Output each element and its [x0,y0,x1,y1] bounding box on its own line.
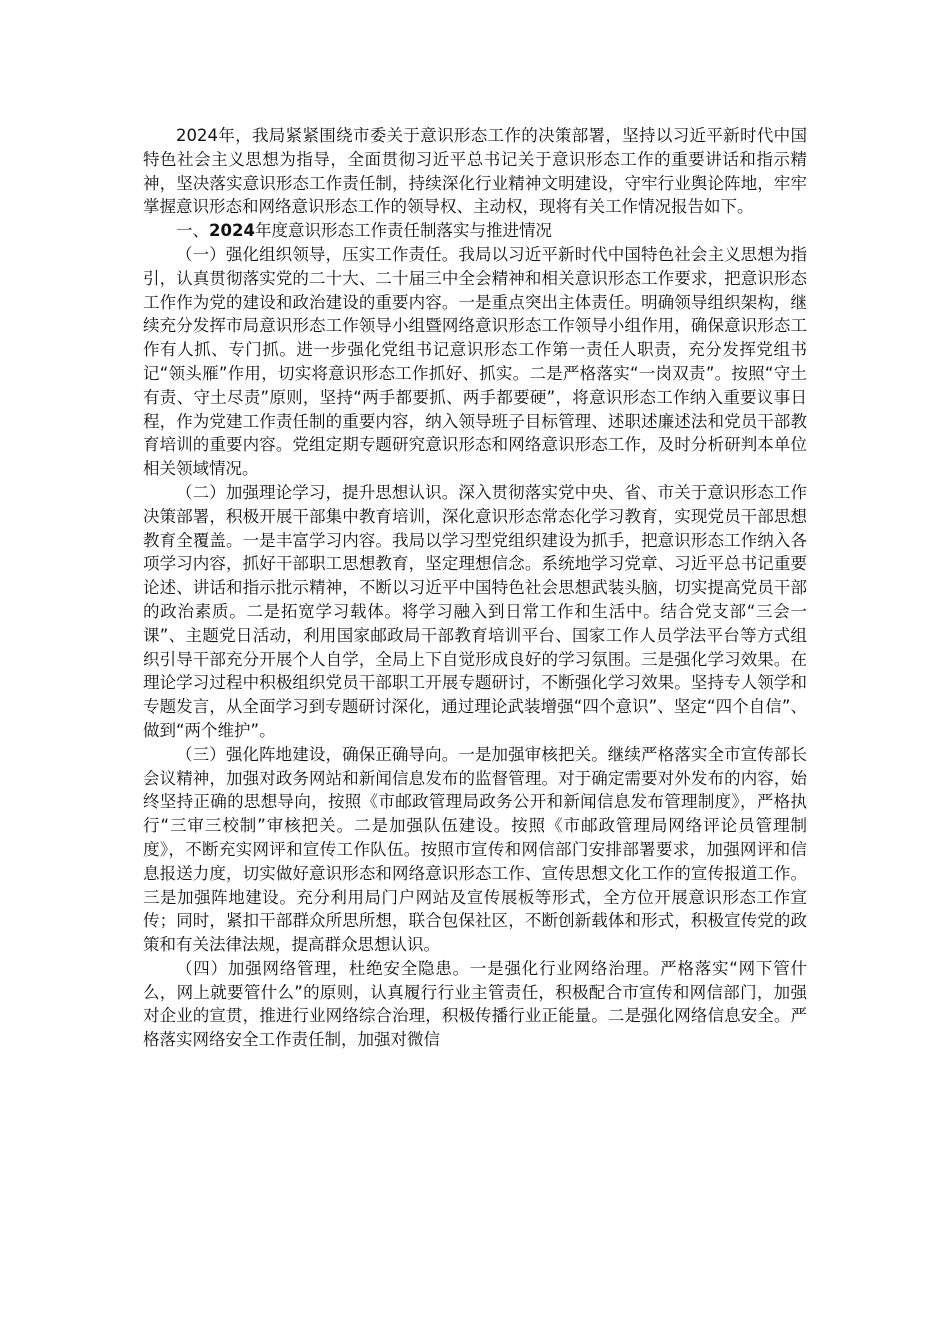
paragraph-theory-study: （二）加强理论学习，提升思想认识。深入贯彻落实党中央、省、市关于意识形态工作决策部署，积极开展干部集中教育培训，深化意识形态常态化学习教育，实现党员干部思想教育全覆盖。一是丰富学习内容。我局以学习型党组织建设为抓手，把意识形态工作纳入各项学习内容，抓好干部职工思想教育，坚定理想信念。系统地学习党章、习近平总书记重要论述、讲话和指示批示精神，不断以习近平中国特色社会思想武装头脑，切实提高党员干部的政治素质。二是拓宽学习载体。将学习融入到日常工作和生活中。结合党支部“三会一课”、主题党日活动，利用国家邮政局干部教育培训平台、国家工作人员学法平台等方式组织引导干部充分开展个人自学，全局上下自觉形成良好的学习氛围。三是强化学习效果。在理论学习过程中积极组织党员干部职工开展专题研讨，不断强化学习效果。坚持专人领学和专题发言，从全面学习到专题研讨深化，通过理论武装增强“四个意识”、坚定“四个自信”、做到“两个维护”。 [143,482,807,740]
section-heading [143,219,807,243]
paragraph-network-management: （四）加强网络管理，杜绝安全隐患。一是强化行业网络治理。严格落实“网下管什么，网上就要管什么”的原则，认真履行行业主管责任，积极配合市宣传和网信部门，加强对企业的宣贯，推进行业网络综合治理，积极传播行业正能量。二是强化网络信息安全。严格落实网络安全工作责任制，加强对微信 [143,958,807,1050]
document-page [143,124,807,1052]
section-heading-text: 年度意识形态工作责任制落实与推进情况 [254,221,552,241]
section-heading-prefix: 一、 [176,221,209,241]
paragraph-position-building: （三）强化阵地建设，确保正确导向。一是加强审核把关。继续严格落实全市宣传部长会议精神，加强对政务网站和新闻信息发布的监督管理。对于确定需要对外发布的内容，始终坚持正确的思想导向，按照《市邮政管理局政务公开和新闻信息发布管理制度》，严格执行“三审三校制”审核把关。二是加强队伍建设。按照《市邮政管理局网络评论员管理制度》，不断充实网评和宣传工作队伍。按照市宣传和网信部门安排部署要求，加强网评和信息报送力度，切实做好意识形态和网络意识形态工作、宣传思想文化工作的宣传报道工作。三是加强阵地建设。充分利用局门户网站及宣传展板等形式，全方位开展意识形态工作宣传；同时，紧扣干部群众所思所想，联合包保社区，不断创新载体和形式，积极宣传党的政策和有关法律法规，提高群众思想认识。 [143,744,807,955]
intro-paragraph: 2024年，我局紧紧围绕市委关于意识形态工作的决策部署，坚持以习近平新时代中国特色社会主义思想为指导，全面贯彻习近平总书记关于意识形态工作的重要讲话和指示精神，坚决落实意识形态工作责任制，持续深化行业精神文明建设，守牢行业舆论阵地，牢牢掌握意识形态和网络意识形态工作的领导权、主动权，现将有关工作情况报告如下。 [143,126,807,217]
paragraph-organization: （一）强化组织领导，压实工作责任。我局以习近平新时代中国特色社会主义思想为指引，认真贯彻落实党的二十大、二十届三中全会精神和相关意识形态工作要求，把意识形态工作作为党的建设和政治建设的重要内容。一是重点突出主体责任。明确领导组织架构，继续充分发挥市局意识形态工作领导小组暨网络意识形态工作领导小组作用，确保意识形态工作有人抓、专门抓。进一步强化党组书记意识形态工作第一责任人职责，充分发挥党组书记“领头雁”作用，切实将意识形态工作抓好、抓实。二是严格落实“一岗双责”。按照“守土有责、守土尽责”原则，坚持“两手都要抓、两手都要硬”，将意识形态工作纳入重要议事日程，作为党建工作责任制的重要内容，纳入领导班子目标管理、述职述廉述法和党员干部教育培训的重要内容。党组定期专题研究意识形态和网络意识形态工作，及时分析研判本单位相关领域情况。 [143,244,807,479]
section-heading-year: 2024 [209,221,255,241]
